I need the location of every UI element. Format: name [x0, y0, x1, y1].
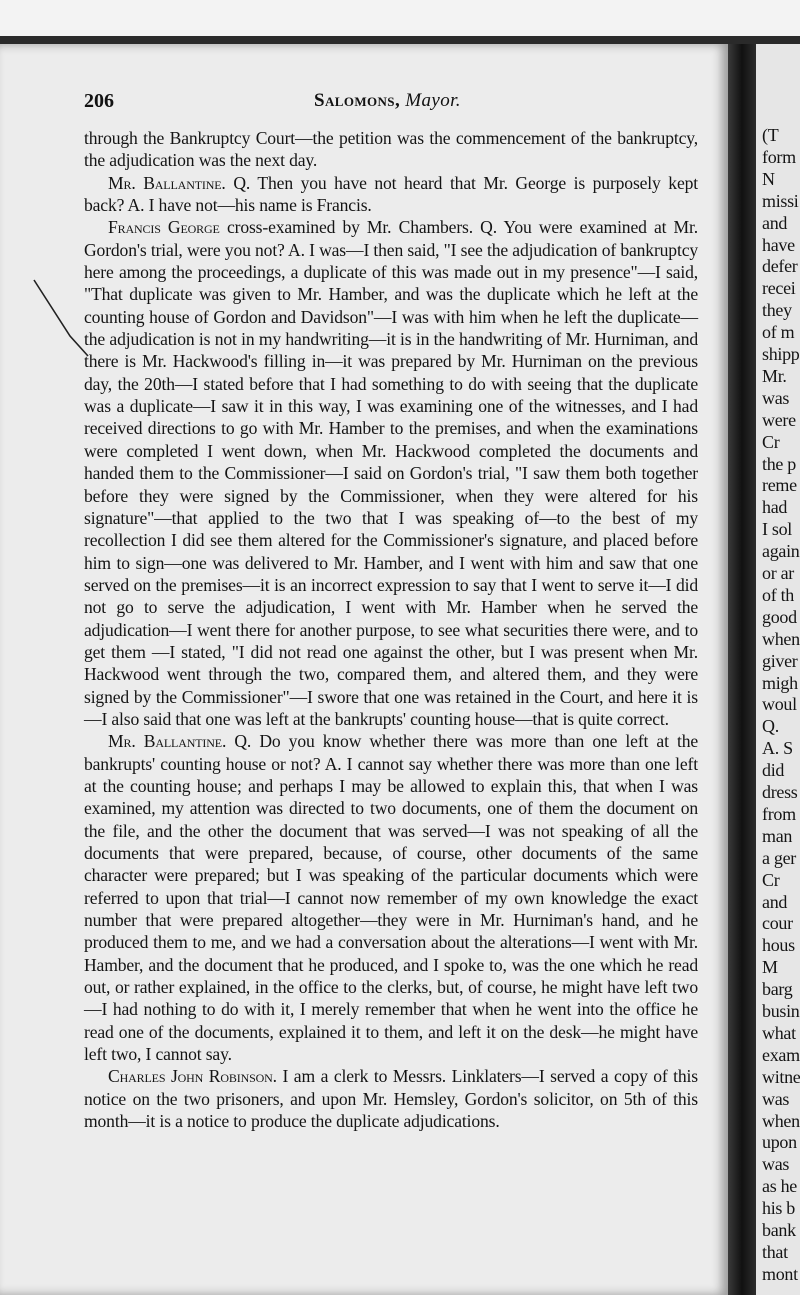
facing-page-fragment: migh [762, 672, 798, 693]
facing-page-fragment: busin [762, 1001, 800, 1021]
facing-page-fragment: I sol [762, 519, 793, 540]
facing-page-fragment: that [762, 1241, 788, 1262]
facing-page-fragment: reme [762, 475, 797, 496]
facing-page-fragment: hous [762, 935, 795, 956]
facing-page-fragment: his b [762, 1198, 796, 1219]
facing-page-fragment: (T [762, 125, 779, 145]
facing-page-fragment: was [762, 387, 790, 408]
facing-page-fragment: witne [762, 1066, 800, 1087]
facing-page-fragment: M [762, 957, 778, 978]
facing-page-fragment: as he [762, 1176, 797, 1197]
paragraph [84, 127, 698, 172]
facing-page-fragment: recei [762, 278, 796, 299]
facing-page-fragment: of m [762, 322, 795, 343]
facing-page-fragment: the p [762, 453, 796, 474]
paragraph-text: through the Bankruptcy Court—the petition was the commencement of the bankruptcy, the adjudication was the next day. [84, 128, 698, 171]
page-number: 206 [84, 90, 114, 112]
facing-page-fragment: cour [762, 913, 793, 934]
facing-page-fragment: giver [762, 650, 798, 671]
facing-page-fragment: mont [762, 1263, 798, 1284]
facing-page-fragment: Mr. [762, 365, 787, 386]
facing-page-fragment: when [762, 1110, 800, 1131]
facing-page-fragment: or ar [762, 563, 794, 583]
facing-page-fragment: from [762, 803, 796, 824]
facing-page-edge [756, 44, 800, 1295]
paragraph-text: Q. Do you know whether there was more than one left at the bankrupts' counting house or not? A. I cannot say whether there was more than one left at the counting house; and perhaps I may be allowed to explain this, that when I was examined, my attention was directed to two documents, one of them the document on the file, and the other the document that was served—I was not speaking of all the documents that were prepared, because, of course, other documents of the same character were prepared; but I was speaking of the particular documents which were referred to upon that trial—I cannot now remember of my own knowledge the exact number that were prepared altogether—they were in Mr. Hurniman's hand, and he produced them to me, and we had a conversation about the alterations—I went with Mr. Hamber, and the document that he produced, and I spoke to, was the one which he read out, or rather explained, in the office to the clerks, but, of course, he might have left two—I had nothing to do with it, I merely remember that when he went into the office he read one of the documents, explained it to them, and left it on the desk—he might have left two, I cannot say. [84, 731, 699, 1065]
facing-page-fragment: defer [762, 256, 798, 277]
facing-page-fragment: Q. [762, 716, 779, 737]
facing-page-fragment: missi [762, 190, 799, 211]
facing-page-fragment: exam [762, 1044, 800, 1065]
facing-page-fragment: was [762, 1154, 790, 1175]
facing-page-fragment: upon [762, 1132, 797, 1153]
facing-page-fragment: barg [762, 979, 793, 1000]
page-header [84, 90, 704, 114]
facing-page-fragment: did [762, 760, 785, 781]
facing-page-fragment: form [762, 146, 796, 167]
facing-page-fragment: were [762, 409, 796, 430]
speaker-name: Francis George [108, 217, 220, 238]
margin-pencil-mark [30, 276, 90, 361]
speaker-name: Charles John Robinson. [108, 1066, 277, 1087]
running-title-name: Salomons, [314, 90, 401, 111]
running-title [314, 90, 461, 112]
book-gutter [728, 44, 756, 1295]
facing-page-fragment: Cr [762, 431, 780, 452]
paragraph-text: Q. Then you have not heard that Mr. George is purposely kept back? A. I have not—his name is Francis. [84, 172, 699, 216]
facing-page-fragment: and [762, 891, 788, 912]
running-title-role: Mayor. [405, 90, 461, 111]
facing-page-fragment: of th [762, 584, 794, 605]
facing-page-fragment: woul [762, 694, 797, 715]
facing-page-fragment: what [762, 1022, 796, 1043]
transcript-body [84, 127, 698, 1132]
facing-page-fragment: was [762, 1088, 790, 1109]
paragraph [84, 216, 698, 730]
facing-page-fragment: had [762, 497, 788, 518]
facing-page-fragment: bank [762, 1220, 796, 1240]
facing-page-fragment: have [762, 234, 795, 255]
facing-page-fragment: again [762, 541, 800, 562]
speaker-name: Mr. Ballantine. [108, 172, 226, 193]
facing-page-fragment: when [762, 628, 800, 649]
facing-page-fragment: Cr [762, 869, 780, 890]
paragraph [84, 1065, 698, 1132]
scan-top-margin [0, 0, 800, 36]
facing-page-fragment: a ger [762, 847, 796, 868]
facing-page-fragment: N [762, 168, 775, 189]
facing-page-fragment: shipp [762, 344, 800, 364]
facing-page-fragment: A. S [762, 738, 793, 759]
facing-page-fragment: and [762, 212, 788, 233]
facing-page-fragment: good [762, 606, 797, 627]
paragraph-text: I am a clerk to Messrs. Linklaters—I served a copy of this notice on the two prisoners, and upon Mr. Hemsley, Gordon's solicitor, on 5th of this month—it is a notice to produce the duplicate adjudications. [84, 1066, 698, 1132]
paragraph [84, 172, 698, 217]
facing-page-fragment: they [762, 300, 792, 321]
paragraph [84, 730, 698, 1065]
facing-page-fragment: dress [762, 782, 798, 802]
paragraph-text: cross-examined by Mr. Chambers. Q. You were examined at Mr. Gordon's trial, were you not? A. I was—I then said, "I see the adjudication of bankruptcy here among the proceedings, a duplicate of this was made out in my presence"—I said, "That duplicate was given to Mr. Hamber, and was the duplicate which he left at the counting house of Gordon and Davidson"—I was with him when he left the duplicate—the adjudication is not in my handwriting—it is in the handwriting of Mr. Hurniman, and there is Mr. Hackwood's filling in—it was prepared by Mr. Hurniman on the previous day, the 20th—I stated before that I had something to do with seeing that the duplicate was a duplicate—I saw it in this way, I was examining one of the witnesses, and I had received directions to go with Mr. Hamber to the premises, and when the examinations were completed I went down, when Mr. Hackwood completed the documents and handed them to the Commissioner—I said on Gordon's trial, "I saw them both together before they were signed by the Commissioner, when they were altered for his signature"—that applied to the two that I was speaking of—to the best of my recollection I did see them altered for the Commissioner's signature, and placed before him to sign—one was delivered to Mr. Hamber, and I went with him and saw that one served on the premises—it is an incorrect expression to say that I went to serve it—I did not go to serve the adjudication, I went with Mr. Hamber when he served the adjudication—I went there for another purpose, to see what securities there were, and to get them —I stated, "I did not read one against the other, but I was present when Mr. Hackwood went through the two, compared them, and altered them, and they were signed by the Commissioner"—I swore that one was retained in the Court, and here it is—I also said that one was left at the bankrupts' counting house—that is quite correct. [84, 217, 699, 729]
speaker-name: Mr. Ballantine. [108, 731, 227, 752]
facing-page-fragment: man [762, 825, 793, 846]
